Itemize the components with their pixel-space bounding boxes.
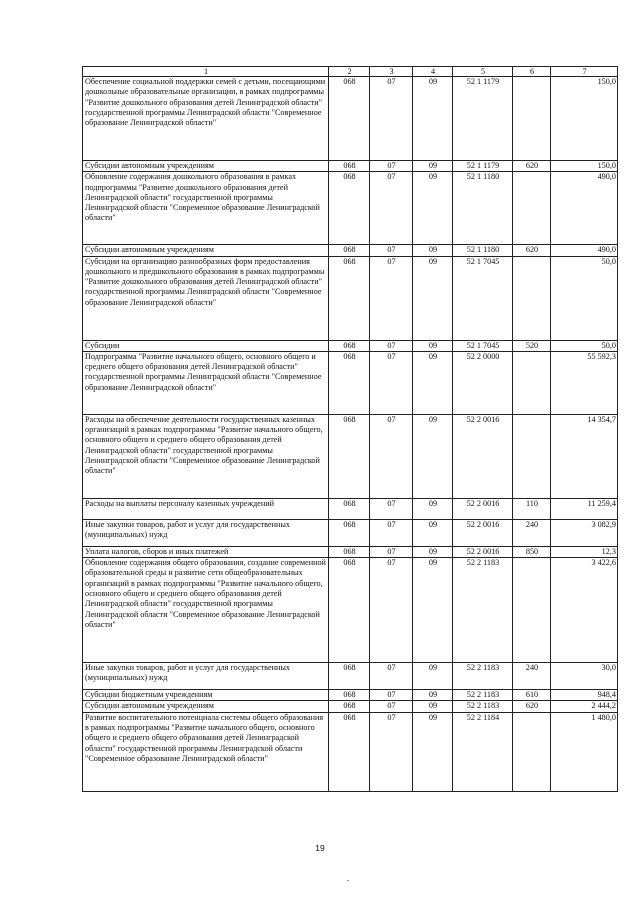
row-name: Подпрограмма "Развитие начального общего, основного общего и среднего общего образования детей Ленинградской области" государственной программы Ленинградской области "Современное образование Ленинградской области" [83, 351, 329, 414]
cell-subsection: 09 [413, 712, 453, 791]
cell-ministry-code: 068 [329, 172, 370, 245]
table-row [83, 663, 618, 690]
cell-amount: 1 480,0 [551, 712, 618, 791]
cell-subsection: 09 [413, 546, 453, 557]
cell-target-article: 52 1 7045 [453, 256, 513, 340]
cell-ministry-code: 068 [329, 519, 370, 546]
cell-target-article: 52 2 0016 [453, 414, 513, 498]
table-row [83, 172, 618, 245]
cell-target-article: 52 2 1184 [453, 712, 513, 791]
cell-amount: 12,3 [551, 546, 618, 557]
cell-target-article: 52 2 1183 [453, 701, 513, 712]
cell-ministry-code: 068 [329, 546, 370, 557]
table-row [83, 519, 618, 546]
cell-ministry-code: 068 [329, 690, 370, 701]
cell-subsection: 09 [413, 498, 453, 519]
cell-target-article: 52 2 1183 [453, 663, 513, 690]
cell-ministry-code: 068 [329, 256, 370, 340]
cell-section: 07 [370, 712, 413, 791]
cell-amount: 2 444,2 [551, 701, 618, 712]
cell-amount: 948,4 [551, 690, 618, 701]
header-row [83, 67, 618, 77]
cell-section: 07 [370, 256, 413, 340]
cell-ministry-code: 068 [329, 414, 370, 498]
cell-subsection: 09 [413, 690, 453, 701]
cell-subsection: 09 [413, 161, 453, 172]
cell-ministry-code: 068 [329, 712, 370, 791]
cell-amount: 50,0 [551, 340, 618, 351]
cell-target-article: 52 2 0016 [453, 546, 513, 557]
column-header: 4 [413, 67, 453, 77]
cell-expense-type: 610 [513, 690, 551, 701]
cell-target-article: 52 2 1183 [453, 558, 513, 663]
table-row [83, 712, 618, 791]
page-number: 19 [315, 843, 325, 853]
cell-amount: 55 592,3 [551, 351, 618, 414]
budget-table [82, 66, 618, 792]
table-row [83, 351, 618, 414]
row-name: Субсидии автономным учреждениям [83, 161, 329, 172]
cell-target-article: 52 1 7045 [453, 340, 513, 351]
cell-section: 07 [370, 558, 413, 663]
scan-speck [347, 880, 349, 881]
cell-subsection: 09 [413, 245, 453, 256]
cell-expense-type: 520 [513, 340, 551, 351]
cell-ministry-code: 068 [329, 558, 370, 663]
table-row [83, 340, 618, 351]
cell-amount: 3 422,6 [551, 558, 618, 663]
row-name: Расходы на выплаты персоналу казенных учреждений [83, 498, 329, 519]
cell-target-article: 52 1 1179 [453, 161, 513, 172]
cell-amount: 30,0 [551, 663, 618, 690]
row-name: Субсидии на организацию разнообразных форм предоставления дошкольного и предшкольного образования в рамках подпрограммы "Развитие дошкольного образования детей Ленинградской области" государственной программы Ленинградской области "Современное образование Ленинградской области" [83, 256, 329, 340]
row-name: Субсидии автономным учреждениям [83, 701, 329, 712]
cell-expense-type [513, 172, 551, 245]
cell-expense-type: 620 [513, 245, 551, 256]
table-row [83, 498, 618, 519]
cell-expense-type: 850 [513, 546, 551, 557]
cell-expense-type: 240 [513, 663, 551, 690]
table-row [83, 558, 618, 663]
cell-amount: 14 354,7 [551, 414, 618, 498]
cell-expense-type: 240 [513, 519, 551, 546]
cell-subsection: 09 [413, 414, 453, 498]
cell-amount: 50,0 [551, 256, 618, 340]
cell-section: 07 [370, 701, 413, 712]
cell-ministry-code: 068 [329, 701, 370, 712]
cell-target-article: 52 2 0000 [453, 351, 513, 414]
cell-expense-type [513, 712, 551, 791]
cell-expense-type: 110 [513, 498, 551, 519]
table-row [83, 690, 618, 701]
cell-expense-type [513, 414, 551, 498]
cell-section: 07 [370, 351, 413, 414]
column-header: 6 [513, 67, 551, 77]
cell-subsection: 09 [413, 77, 453, 161]
table-row [83, 546, 618, 557]
cell-target-article: 52 1 1179 [453, 77, 513, 161]
cell-subsection: 09 [413, 663, 453, 690]
column-header: 7 [551, 67, 618, 77]
cell-ministry-code: 068 [329, 340, 370, 351]
cell-expense-type [513, 351, 551, 414]
cell-expense-type: 620 [513, 701, 551, 712]
cell-expense-type [513, 256, 551, 340]
cell-section: 07 [370, 77, 413, 161]
cell-section: 07 [370, 690, 413, 701]
cell-section: 07 [370, 172, 413, 245]
cell-target-article: 52 2 0016 [453, 498, 513, 519]
cell-subsection: 09 [413, 351, 453, 414]
row-name: Обновление содержания дошкольного образования в рамках подпрограммы "Развитие дошкольного образования детей Ленинградской области" государственной программы Ленинградской области "Современное образование Ленинградской области" [83, 172, 329, 245]
cell-target-article: 52 2 1183 [453, 690, 513, 701]
cell-amount: 150,0 [551, 161, 618, 172]
table-row [83, 245, 618, 256]
column-header: 3 [370, 67, 413, 77]
cell-subsection: 09 [413, 701, 453, 712]
table-row [83, 77, 618, 161]
cell-target-article: 52 1 1180 [453, 245, 513, 256]
cell-amount: 11 259,4 [551, 498, 618, 519]
row-name: Иные закупки товаров, работ и услуг для государственных (муниципальных) нужд [83, 519, 329, 546]
cell-section: 07 [370, 414, 413, 498]
row-name: Обеспечение социальной поддержки семей с детьми, посещающими дошкольные образовательные организации, в рамках подпрограммы "Развитие дошкольного образования детей Ленинградской области" государственной программы Ленинградской области "Современное образование Ленинградской области" [83, 77, 329, 161]
cell-subsection: 09 [413, 519, 453, 546]
column-header: 2 [329, 67, 370, 77]
row-name: Субсидии бюджетным учреждениям [83, 690, 329, 701]
row-name: Уплата налогов, сборов и иных платежей [83, 546, 329, 557]
cell-ministry-code: 068 [329, 77, 370, 161]
cell-section: 07 [370, 245, 413, 256]
table-row [83, 256, 618, 340]
column-header: 1 [83, 67, 329, 77]
table-row [83, 414, 618, 498]
cell-subsection: 09 [413, 558, 453, 663]
cell-ministry-code: 068 [329, 351, 370, 414]
cell-section: 07 [370, 519, 413, 546]
cell-expense-type [513, 77, 551, 161]
cell-section: 07 [370, 663, 413, 690]
row-name: Развитие воспитательного потенциала системы общего образования в рамках подпрограммы "Развитие начального общего, основного общего и среднего общего образования детей Ленинградской области" государственной программы Ленинградской области "Современное образование Ленинградской области" [83, 712, 329, 791]
cell-ministry-code: 068 [329, 663, 370, 690]
table-row [83, 701, 618, 712]
cell-subsection: 09 [413, 256, 453, 340]
cell-ministry-code: 068 [329, 161, 370, 172]
cell-expense-type: 620 [513, 161, 551, 172]
row-name: Иные закупки товаров, работ и услуг для государственных (муниципальных) нужд [83, 663, 329, 690]
row-name: Субсидии автономным учреждениям [83, 245, 329, 256]
row-name: Субсидии [83, 340, 329, 351]
cell-ministry-code: 068 [329, 245, 370, 256]
cell-subsection: 09 [413, 172, 453, 245]
cell-target-article: 52 1 1180 [453, 172, 513, 245]
cell-section: 07 [370, 161, 413, 172]
table-row [83, 161, 618, 172]
cell-section: 07 [370, 340, 413, 351]
cell-section: 07 [370, 546, 413, 557]
cell-amount: 490,0 [551, 172, 618, 245]
row-name: Расходы на обеспечение деятельности государственных казенных организаций в рамках подпрограммы "Развитие начального общего, основного общего и среднего общего образования детей Ленинградской области" государственной программы Ленинградской области "Современное образование Ленинградской области" [83, 414, 329, 498]
cell-amount: 490,0 [551, 245, 618, 256]
column-header: 5 [453, 67, 513, 77]
row-name: Обновление содержания общего образования, создание современной образовательной среды и развитие сети общеобразовательных организаций в рамках подпрограммы "Развитие начального общего, основного общего и среднего общего образования детей Ленинградской области" государственной программы Ленинградской области "Современное образование Ленинградской области" [83, 558, 329, 663]
cell-ministry-code: 068 [329, 498, 370, 519]
cell-expense-type [513, 558, 551, 663]
cell-amount: 3 082,9 [551, 519, 618, 546]
cell-target-article: 52 2 0016 [453, 519, 513, 546]
cell-section: 07 [370, 498, 413, 519]
cell-subsection: 09 [413, 340, 453, 351]
cell-amount: 150,0 [551, 77, 618, 161]
